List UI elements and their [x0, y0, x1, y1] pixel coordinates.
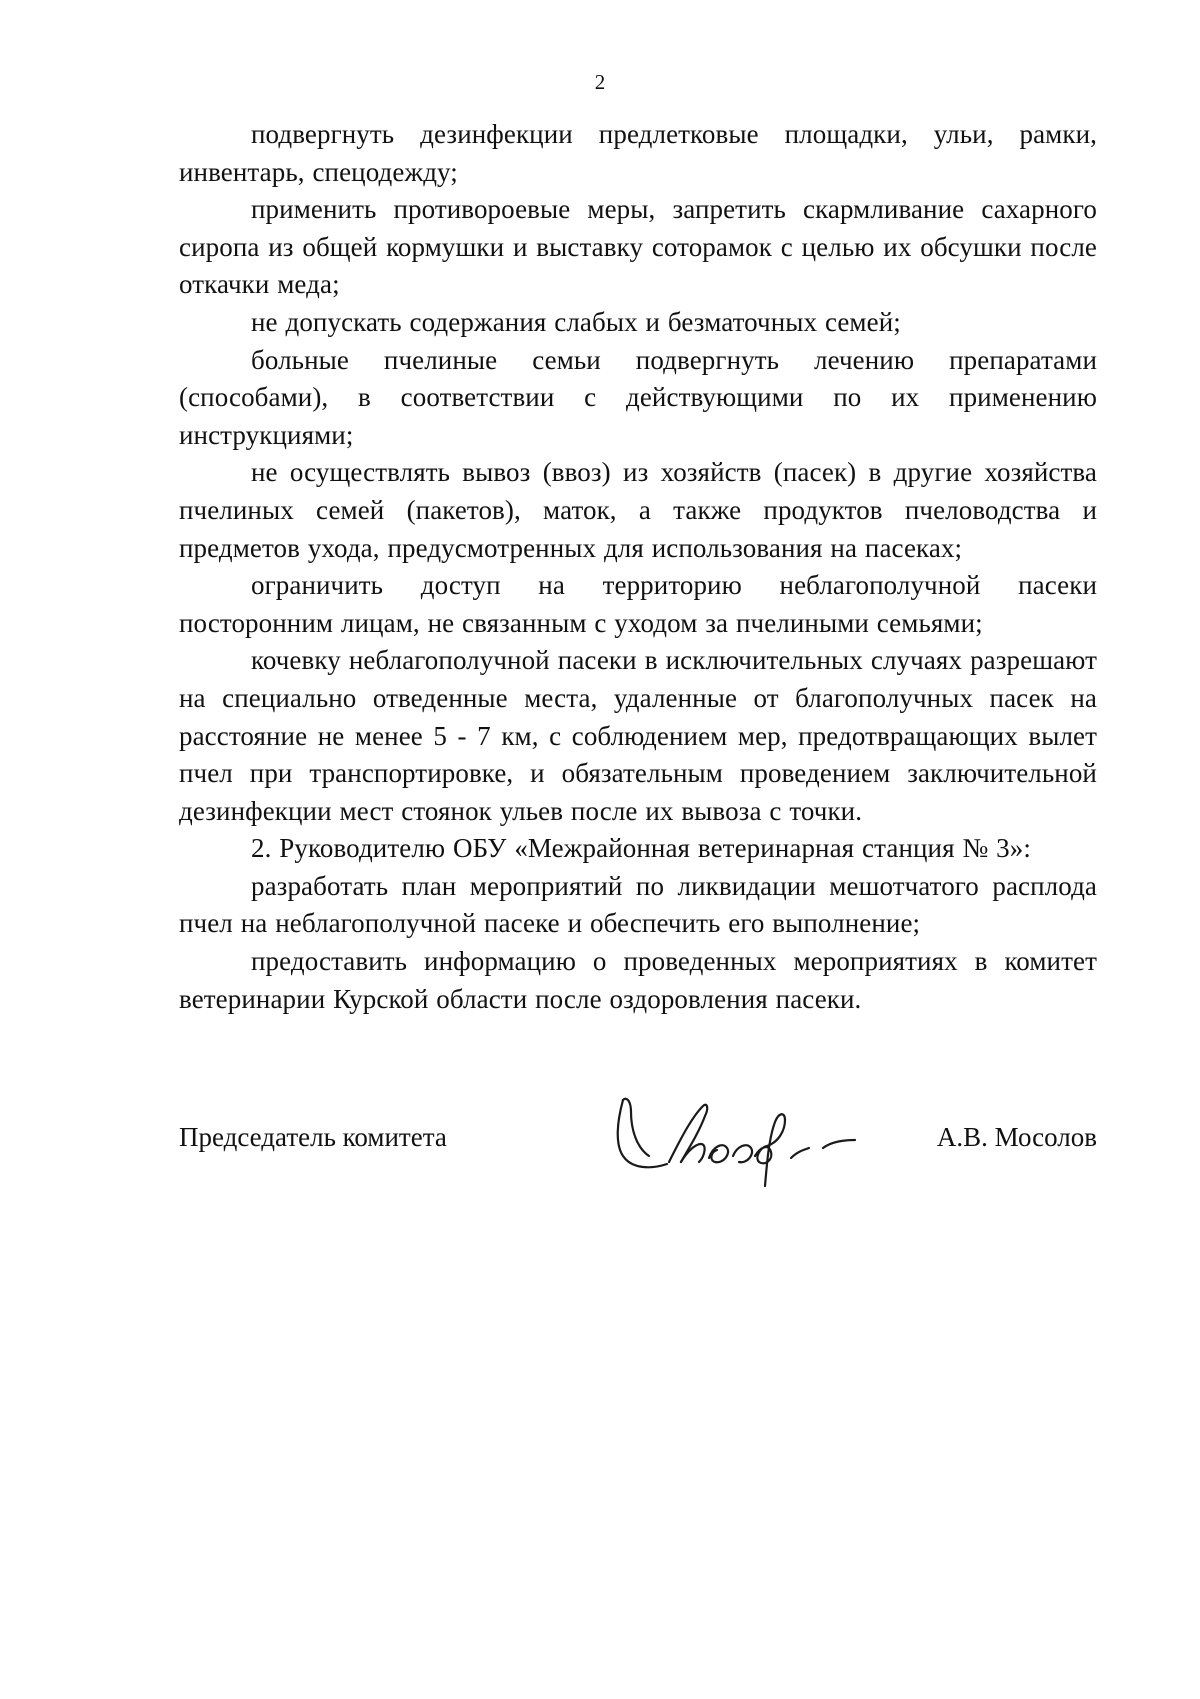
page-number: 2: [594, 70, 606, 94]
document-body: [179, 116, 1097, 1018]
signatory-name: А.В. Мосолов: [936, 1122, 1097, 1152]
paragraph-migration: кочевку неблагополучной пасеки в исключительных случаях разрешают на специально отведенные места, удаленные от благополучных пасек на расстояние не менее 5 - 7 км, с соблюдением мер, предотвращающих вылет пчел при транспортировке, и обязательным проведением заключительной дезинфекции мест стоянок ульев после их вывоза с точки.: [179, 645, 1097, 826]
paragraph-anti-swarming: применить противороевые меры, запретить скармливание сахарного сиропа из общей кормушки и выставку соторамок с целью их обсушки после откачки меда;: [179, 194, 1097, 300]
signatory-title: Председатель комитета: [179, 1122, 447, 1152]
paragraph-export-ban: не осуществлять вывоз (ввоз) из хозяйств (пасек) в другие хозяйства пчелиных семей (пакетов), маток, а также продуктов пчеловодства и предметов ухода, предусмотренных для использования на пасеках;: [179, 457, 1097, 563]
paragraph-station-head: 2. Руководителю ОБУ «Межрайонная ветеринарная станция № 3»:: [251, 833, 1031, 864]
paragraph-access-restriction: ограничить доступ на территорию неблагополучной пасеки посторонним лицам, не связанным с уходом за пчелиными семьями;: [179, 570, 1097, 638]
signature-block: [179, 1082, 1097, 1202]
paragraph-treatment: больные пчелиные семьи подвергнуть лечению препаратами (способами), в соответствии с действующими по их применению инструкциями;: [179, 344, 1097, 450]
paragraph-report: предоставить информацию о проведенных мероприятиях в комитет ветеринарии Курской области после оздоровления пасеки.: [179, 946, 1097, 1014]
paragraph-plan: разработать план мероприятий по ликвидации мешотчатого расплода пчел на неблагополучной пасеке и обеспечить его выполнение;: [179, 870, 1097, 939]
handwritten-signature: [609, 1082, 869, 1192]
paragraph-disinfection: подвергнуть дезинфекции предлетковые площадки, ульи, рамки, инвентарь, спецодежду;: [179, 119, 1097, 187]
paragraph-weak-colonies: не допускать содержания слабых и безматочных семей;: [251, 306, 901, 337]
